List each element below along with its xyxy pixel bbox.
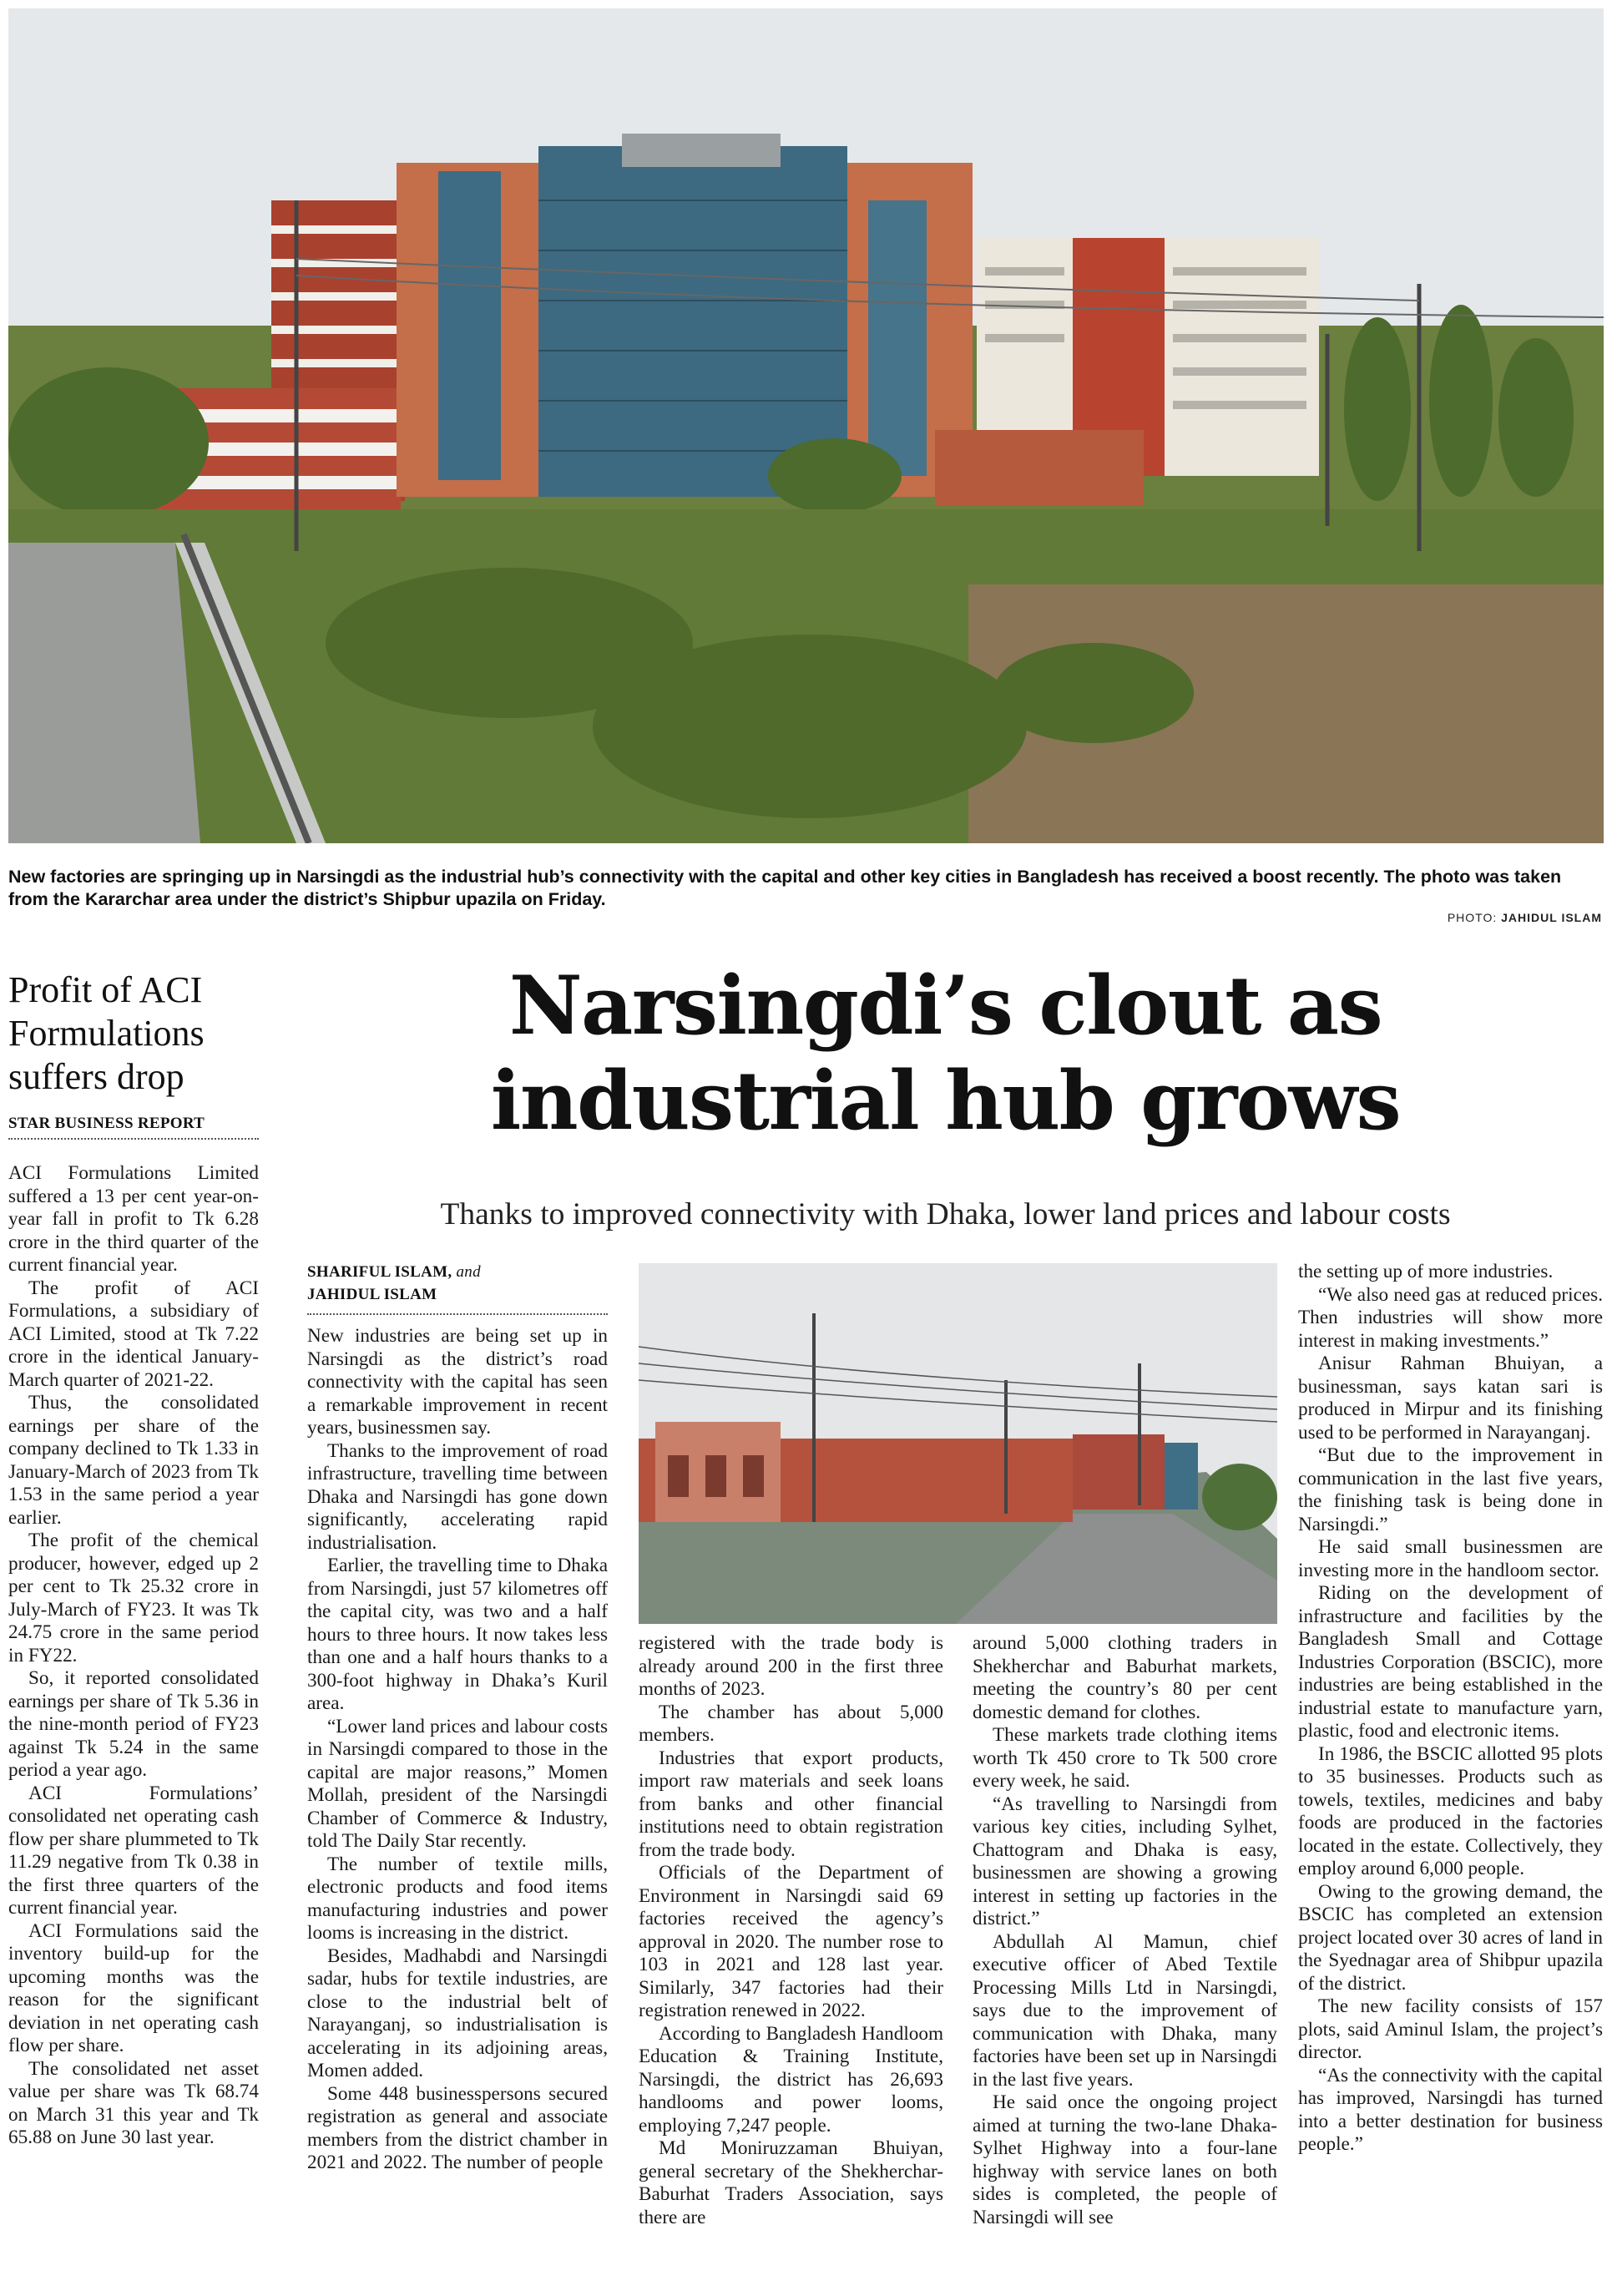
- main-paragraph: Owing to the growing demand, the BSCIC has completed an extension project located over 30 acres of land in the Syednagar area of Shibpur upazila of the district.: [1298, 1880, 1603, 1995]
- byline-rule: [307, 1313, 608, 1315]
- main-paragraph: “As the connectivity with the capital has improved, Narsingdi has turned into a better destination for business people.”: [1298, 2064, 1603, 2155]
- main-paragraph: around 5,000 clothing traders in Shekherchar and Baburhat markets, meeting the country’s 80 per cent domestic demand for clothes.: [973, 1632, 1277, 1723]
- main-col-2: [639, 1632, 943, 2292]
- main-byline: [307, 1261, 608, 1306]
- main-paragraph: These markets trade clothing items worth Tk 450 crore to Tk 500 crore every week, he said.: [973, 1724, 1277, 1792]
- main-col-1: [307, 1325, 608, 2289]
- main-paragraph: In 1986, the BSCIC allotted 95 plots to 35 businesses. Products such as towels, textiles, medicines and baby foods are produced in the factories located in the estate. Collectively, they employ around 6,000 people.: [1298, 1742, 1603, 1879]
- main-paragraph: Md Moniruzzaman Bhuiyan, general secretary of the Shekherchar-Baburhat Traders Association, says there are: [639, 2137, 943, 2228]
- photo-credit-label: PHOTO:: [1447, 911, 1498, 924]
- byline-name-1: SHARIFUL ISLAM,: [307, 1263, 452, 1281]
- main-paragraph: registered with the trade body is already around 200 in the first three months of 2023.: [639, 1632, 943, 1700]
- side-story-body: [8, 1162, 259, 2289]
- main-deck: Thanks to improved connectivity with Dhaka, lower land prices and labour costs: [440, 1197, 1451, 1231]
- main-paragraph: The chamber has about 5,000 members.: [639, 1701, 943, 1746]
- main-paragraph: Besides, Madhabdi and Narsingdi sadar, hubs for textile industries, are close to the industrial belt of Narayanganj, so industrialisation is accelerating in its adjoining areas, Momen added.: [307, 1945, 608, 2081]
- main-paragraph: The new facility consists of 157 plots, said Aminul Islam, the project’s director.: [1298, 1995, 1603, 2063]
- side-paragraph: ACI Formulations’ consolidated net operating cash flow per share plummeted to Tk 11.29 negative from Tk 0.38 in the first three quarters of the current financial year.: [8, 1782, 259, 1919]
- main-paragraph: “As travelling to Narsingdi from various key cities, including Sylhet, Chattogram and Dhaka is easy, businessmen are showing a growing interest in setting up factories in the district.”: [973, 1793, 1277, 1929]
- side-paragraph: The consolidated net asset value per share was Tk 68.74 on March 31 this year and Tk 65.88 on June 30 last year.: [8, 2057, 259, 2148]
- main-paragraph: New industries are being set up in Narsingdi as the district’s road connectivity with the capital has seen a remarkable improvement in recent years, businessmen say.: [307, 1325, 608, 1439]
- photo-credit: [1448, 911, 1602, 924]
- main-paragraph: “We also need gas at reduced prices. Then industries will show more interest in making investments.”: [1298, 1283, 1603, 1352]
- main-paragraph: Abdullah Al Mamun, chief executive officer of Abed Textile Processing Mills Ltd in Narsingdi, says due to the improvement of communication with Dhaka, many factories have been set up in Narsingdi in the last five years.: [973, 1930, 1277, 2091]
- side-paragraph: The profit of the chemical producer, however, edged up 2 per cent to Tk 25.32 crore in July-March of FY23. It was Tk 24.75 crore in the same period in FY22.: [8, 1530, 259, 1666]
- main-paragraph: He said small businessmen are investing more in the handloom sector.: [1298, 1536, 1603, 1581]
- side-paragraph: The profit of ACI Formulations, a subsidiary of ACI Limited, stood at Tk 7.22 crore in the identical January-March quarter of 2021-22.: [8, 1277, 259, 1391]
- main-headline-line-2: industrial hub grows: [490, 1054, 1401, 1148]
- side-story-headline: Profit of ACI Formulations suffers drop: [8, 969, 205, 1097]
- side-paragraph: ACI Formulations said the inventory build-up for the upcoming months was the reason for the significant deviation in net operating cash flow per share.: [8, 1919, 259, 2056]
- main-paragraph: Anisur Rahman Bhuiyan, a businessman, says katan sari is produced in Mirpur and its finishing used to be performed in Narayanganj.: [1298, 1353, 1603, 1444]
- main-paragraph: According to Bangladesh Handloom Education & Training Institute, Narsingdi, the district has 26,693 handlooms and power looms, employing 7,247 people.: [639, 2022, 943, 2137]
- main-paragraph: Officials of the Department of Environment in Narsingdi said 69 factories received the agency’s approval in 2020. The number rose to 103 in 2021 and 128 last year. Similarly, 347 factories had their registration renewed in 2022.: [639, 1862, 943, 2021]
- main-headline: [288, 958, 1603, 1149]
- side-paragraph: Thus, the consolidated earnings per share of the company declined to Tk 1.33 in January-March of 2023 from Tk 1.53 in the same period a year earlier.: [8, 1392, 259, 1529]
- main-paragraph: Riding on the development of infrastructure and facilities by the Bangladesh Small and Cottage Industries Corporation (BSCIC), more industries are being established in the industrial estate to manufacture yarn, plastic, food and electronic items.: [1298, 1582, 1603, 1742]
- main-col-4: [1298, 1261, 1603, 2292]
- photo-caption: New factories are springing up in Narsingdi as the industrial hub’s connectivity with the capital and other key cities in Bangladesh has received a boost recently. The photo was taken from the Kararchar area under the district’s Shipbur upazila on Friday.: [8, 867, 1562, 909]
- side-paragraph: ACI Formulations Limited suffered a 13 per cent year-on-year fall in profit to Tk 6.28 crore in the third quarter of the current financial year.: [8, 1162, 259, 1276]
- main-paragraph: The number of textile mills, electronic products and food items manufacturing industries and power looms is increasing in the district.: [307, 1853, 608, 1944]
- main-paragraph: “Lower land prices and labour costs in Narsingdi compared to those in the capital are major reasons,” Momen Mollah, president of the Narsingdi Chamber of Commerce & Industry, told The Daily Star recently.: [307, 1715, 608, 1852]
- byline-and: and: [456, 1263, 481, 1281]
- main-paragraph: Earlier, the travelling time to Dhaka from Narsingdi, just 57 kilometres off the capital city, was two and a half hours to three hours. It now takes less than one and a half hours thanks to a 300-foot highway in Dhaka’s Kuril area.: [307, 1555, 608, 1714]
- inline-photo: [639, 1263, 1277, 1624]
- byline-name-2: JAHIDUL ISLAM: [307, 1286, 437, 1303]
- main-paragraph: Some 448 businesspersons secured registration as general and associate members from the district chamber in 2021 and 2022. The number of people: [307, 2082, 608, 2173]
- main-paragraph: Thanks to the improvement of road infrastructure, travelling time between Dhaka and Narsingdi has gone down significantly, accelerating rapid industrialisation.: [307, 1439, 608, 1554]
- photo-credit-name: JAHIDUL ISLAM: [1501, 911, 1602, 924]
- main-paragraph: Industries that export products, import raw materials and seek loans from banks and other financial institutions need to obtain registration from the trade body.: [639, 1747, 943, 1861]
- side-story-byline: STAR BUSINESS REPORT: [8, 1115, 259, 1140]
- main-paragraph: He said once the ongoing project aimed at turning the two-lane Dhaka-Sylhet Highway into a four-lane highway with service lanes on both sides is completed, the people of Narsingdi will see: [973, 2091, 1277, 2228]
- main-col-3: [973, 1632, 1277, 2292]
- main-paragraph: the setting up of more industries.: [1298, 1261, 1554, 1282]
- side-paragraph: So, it reported consolidated earnings per share of Tk 5.36 in the nine-month period of FY23 against Tk 5.24 in the same period a year ago.: [8, 1667, 259, 1781]
- top-photo: [8, 8, 1604, 843]
- main-headline-line-1: Narsingdi’s clout as: [508, 958, 1382, 1053]
- main-paragraph: “But due to the improvement in communication in the last five years, the finishing task is being done in Narsingdi.”: [1298, 1444, 1603, 1535]
